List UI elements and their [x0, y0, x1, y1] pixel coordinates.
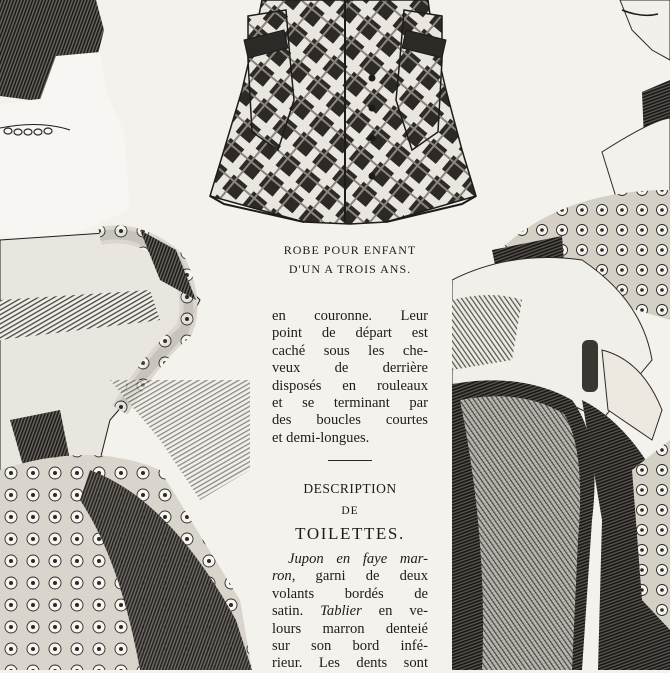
- description-text: satin.: [272, 603, 321, 620]
- body-text-line: des boucles courtes: [272, 412, 428, 429]
- body-text-line: disposés en rouleaux: [272, 377, 428, 394]
- body-text-line: et demi-longues.: [272, 429, 370, 446]
- description-italic: Jupon en faye mar-: [288, 551, 428, 567]
- description-text: en ve-: [361, 603, 428, 620]
- body-text-line: et se terminant par: [272, 395, 428, 412]
- section-divider: [328, 460, 372, 461]
- heading-de: DE: [341, 505, 359, 517]
- description-text: garni de deux: [295, 568, 428, 585]
- body-text-line: en couronne. Leur: [272, 308, 428, 324]
- body-text-line: veux de derrière: [272, 360, 428, 377]
- description-line: sur son bord infé-: [272, 638, 428, 655]
- caption-line-2: D'UN A TROIS ANS.: [288, 262, 412, 276]
- woman-seated-engraving: [452, 0, 670, 670]
- heading-toilettes: TOILETTES.: [295, 524, 405, 543]
- heading-description: DESCRIPTION: [303, 481, 397, 496]
- description-line: [272, 603, 428, 620]
- description-italic: Tablier: [320, 603, 362, 620]
- description-italic: ron,: [272, 568, 296, 585]
- description-column: [272, 551, 428, 673]
- description-line: lours marron denteié: [272, 620, 428, 637]
- body-text-line: caché sous les che-: [272, 342, 428, 359]
- description-line: volants bordés de: [272, 585, 428, 602]
- description-line: [272, 568, 428, 585]
- caption-line-1: ROBE POUR ENFANT: [283, 243, 417, 257]
- body-text-line: point de départ est: [272, 325, 428, 342]
- woman-back-engraving: [0, 0, 252, 670]
- description-line: [272, 551, 428, 568]
- description-line: rieur. Les dents sont: [272, 655, 428, 672]
- body-text-column: [272, 308, 428, 447]
